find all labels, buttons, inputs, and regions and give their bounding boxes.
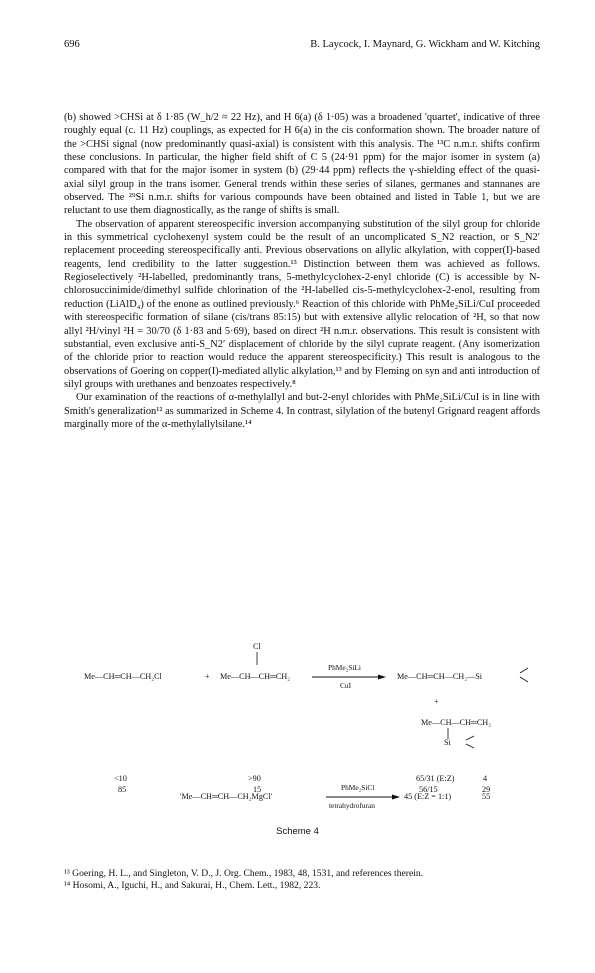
scheme-bonds	[0, 630, 595, 850]
yield-row1-col1: <10	[114, 774, 127, 783]
grignard-result-1: 45 (E:Z = 1:1)	[404, 792, 452, 801]
reagent-bottom: CuI	[340, 681, 352, 690]
grignard-result-2: 55	[482, 792, 491, 801]
paragraph-3: Our examination of the reactions of α-methylallyl and but-2-enyl chlorides with PhMe₂SiLi/CuI is in line with Smith's generalization¹² as summarized in Scheme 4. In contrast, silylation of the butenyl Grignard reagent affords marginally more of the α-methylallylsilane.¹⁴	[64, 392, 540, 430]
product-1: Me—CH═CH—CH₂—Si	[397, 672, 483, 681]
plus-sign-1: +	[205, 672, 210, 681]
chlorine-label: Cl	[253, 642, 261, 651]
reactant-1: Me—CH═CH—CH₂Cl	[84, 672, 162, 681]
reaction-arrowhead	[378, 675, 386, 680]
article-body	[64, 111, 540, 431]
yield-row1-col2: >90	[248, 774, 261, 783]
grignard-reagent-bottom: tetrahydrofuran	[329, 801, 375, 810]
reference-13: ¹³ Goering, H. L., and Singleton, V. D., J. Org. Chem., 1983, 48, 1531, and references therein.	[64, 868, 424, 879]
yield-row1-col3: 65/31 (E:Z)	[416, 774, 455, 783]
running-authors: B. Laycock, I. Maynard, G. Wickham and W. Kitching	[310, 39, 540, 50]
reactant-2: Me—CH—CH═CH₂	[220, 672, 291, 681]
plus-sign-2: +	[434, 697, 439, 706]
scheme-4	[0, 630, 595, 850]
scheme-caption: Scheme 4	[276, 826, 319, 837]
si2-bond-down	[466, 744, 474, 748]
si-bond-down	[520, 677, 528, 682]
si2-bond-up	[466, 736, 474, 740]
product-2-silicon: Si	[444, 738, 451, 747]
yield-row1-col4: 4	[483, 774, 488, 783]
yield-row2-col2: 15	[253, 785, 262, 794]
paragraph-2: The observation of apparent stereospecific inversion accompanying substitution of the silyl group for chloride in this symmetrical cyclohexenyl system could be the result of an uncomplicated S_N2 reaction, or S_N2′ replacement proceeding stereospecifically anti. Previous observations on allylic alkylation, with copper(I)-based reagents, lend credibility to the latter suggestion.¹³ Distinction between them was achieved as follows. Regioselectively ²H-labelled, predominantly trans, 5-methylcyclohex-2-enyl chloride (C) is accessible by N-chlorosuccinimide/dimethyl sulfide chlorination of the ²H-labelled cis-5-methylcyclohex-2-enol, resulting from reduction (LiAlD₄) of the enone as outlined previously.⁶ Reaction of this chloride with PhMe₂SiLi/CuI proceeded with stereospecific formation of silane (cis/trans 85:15) but with extensive allylic relocation of ²H, so that now allyl ²H/vinyl ²H = 30/70 (δ 1·83 and 5·69), based on direct ²H n.m.r. observations. This result is consistent with substantial, even exclusive anti-S_N2′ displacement of chloride by the silyl cuprate reagent. (Any isomerization of the chloride prior to reaction would reduce the apparent stereospecificity.) This result is analogous to the observations of Goering on copper(I)-mediated allylic alkylation,¹³ and by Fleming on syn and anti introduction of silyl groups with urethanes and benzoates respectively.⁸	[64, 218, 541, 390]
footnote-references	[64, 868, 540, 892]
yield-row2-col1: 85	[118, 785, 127, 794]
grignard-arrowhead	[392, 795, 400, 800]
reagent-top: PhMe₂SiLi	[328, 663, 361, 672]
grignard-reagent-top: PhMe₂SiCl	[341, 783, 375, 792]
product-2: Me—CH—CH═CH₂	[421, 718, 492, 727]
yield-row2-col4: 29	[482, 785, 491, 794]
paragraph-1: (b) showed >CHSi at δ 1·85 (W_h/2 ≈ 22 Hz), and H 6(a) (δ 1·05) was a broadened 'quartet', indicative of three roughly equal (c. 11 Hz) couplings, as expected for H 6(a) in the cis conformation shown. The broader nature of the >CHSi signal (now predominantly quasi-axial) is consistent with this analysis. The ¹³C n.m.r. shifts confirm these conclusions. In particular, the higher field shift of C 5 (24·91 ppm) for the major isomer in system (a) compared with that for the major isomer in system (b) (29·44 ppm) reflects the γ-shielding effect of the quasi-axial silyl group in the trans isomer. General trends within these series of silanes, germanes and stannanes are observed. The ²⁹Si n.m.r. shifts for various compounds have been obtained and listed in Table 1, but we are reluctant to use them diagnostically, as the range of shifts is small.	[64, 112, 540, 217]
reference-14: ¹⁴ Hosomi, A., Iguchi, H., and Sakurai, H., Chem. Lett., 1982, 223.	[64, 880, 321, 891]
si-bond-up	[520, 668, 528, 673]
yield-row2-col3: 56/15	[419, 785, 438, 794]
grignard-reagent: 'Me—CH═CH—CH₂MgCl'	[180, 792, 273, 801]
page-number: 696	[64, 39, 80, 50]
